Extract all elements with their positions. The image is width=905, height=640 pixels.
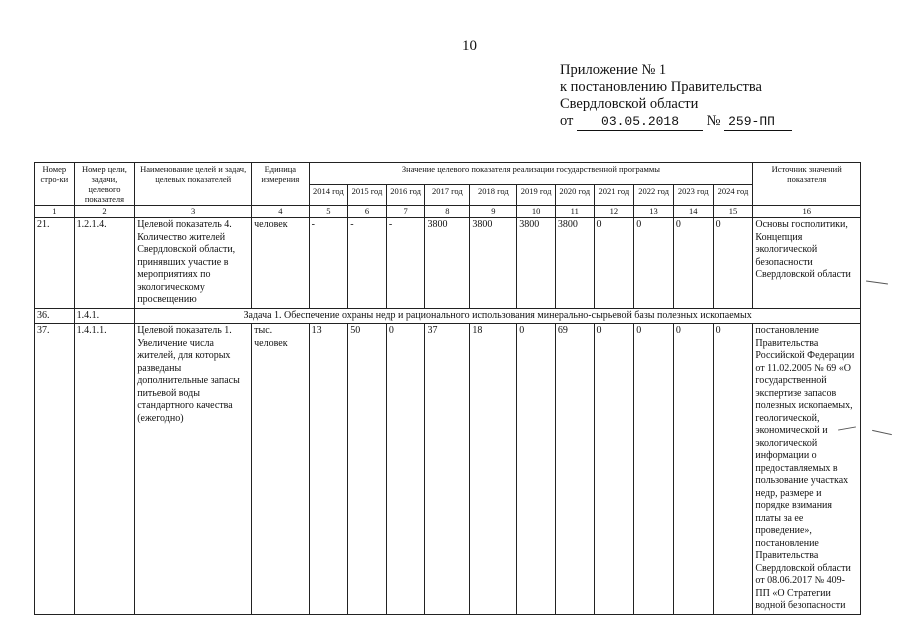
value-cell: - xyxy=(386,218,425,309)
header-row-num: Номер стро-ки xyxy=(35,163,75,206)
table-row-37 xyxy=(35,324,861,615)
value-cell: - xyxy=(309,218,348,309)
col-number: 11 xyxy=(555,206,594,218)
column-numbers-row xyxy=(35,206,861,218)
value-cell: 0 xyxy=(634,218,674,309)
indicator-name: Целевой показатель 4. Количество жителей Свердловской области, принявших участие в мероприятиях по экологическому просвещению xyxy=(135,218,252,309)
header-goal-num: Номер цели, задачи, целевого показателя xyxy=(74,163,135,206)
appendix-decree: к постановлению Правительства xyxy=(560,79,762,95)
appendix-date-line xyxy=(560,113,792,131)
indicator-unit: тыс. человек xyxy=(252,324,309,615)
row-code: 1.4.1. xyxy=(74,308,135,324)
col-number: 16 xyxy=(753,206,861,218)
decree-date: 03.05.2018 xyxy=(577,113,703,131)
row-number: 36. xyxy=(35,308,75,324)
value-cell: 3800 xyxy=(555,218,594,309)
value-cell: 18 xyxy=(470,324,517,615)
value-cell: 0 xyxy=(673,218,713,309)
header-unit: Единица измерения xyxy=(252,163,309,206)
value-cell: 0 xyxy=(713,324,753,615)
task-title: Задача 1. Обеспечение охраны недр и рационального использования минерально-сырьевой базы полезных ископаемых xyxy=(135,308,861,324)
number-prefix: № xyxy=(706,113,721,129)
header-year: 2014 год xyxy=(309,184,348,206)
col-number: 8 xyxy=(425,206,470,218)
appendix-region: Свердловской области xyxy=(560,96,699,112)
value-cell: 0 xyxy=(594,324,634,615)
table-row-21 xyxy=(35,218,861,309)
value-cell: 0 xyxy=(594,218,634,309)
row-code: 1.2.1.4. xyxy=(74,218,135,309)
row-number: 37. xyxy=(35,324,75,615)
header-year: 2021 год xyxy=(594,184,634,206)
col-number: 1 xyxy=(35,206,75,218)
date-prefix: от xyxy=(560,113,574,129)
header-year: 2017 год xyxy=(425,184,470,206)
header-year: 2024 год xyxy=(713,184,753,206)
value-cell: 3800 xyxy=(425,218,470,309)
header-year: 2016 год xyxy=(386,184,425,206)
indicator-unit: человек xyxy=(252,218,309,309)
col-number: 12 xyxy=(594,206,634,218)
page-number: 10 xyxy=(462,38,477,54)
value-cell: 0 xyxy=(386,324,425,615)
col-number: 3 xyxy=(135,206,252,218)
col-number: 4 xyxy=(252,206,309,218)
value-cell: 3800 xyxy=(517,218,556,309)
col-number: 10 xyxy=(517,206,556,218)
value-cell: 0 xyxy=(517,324,556,615)
indicator-table xyxy=(34,162,861,615)
row-number: 21. xyxy=(35,218,75,309)
row-code: 1.4.1.1. xyxy=(74,324,135,615)
header-row-1 xyxy=(35,163,861,185)
margin-mark xyxy=(872,430,892,435)
source-cell: Основы госполитики, Концепция экологической безопасности Свердловской области xyxy=(753,218,861,309)
header-values-group: Значение целевого показателя реализации государственной программы xyxy=(309,163,753,185)
value-cell: 0 xyxy=(673,324,713,615)
header-year: 2020 год xyxy=(555,184,594,206)
table-row-36 xyxy=(35,308,861,324)
value-cell: 13 xyxy=(309,324,348,615)
header-year: 2019 год xyxy=(517,184,556,206)
col-number: 7 xyxy=(386,206,425,218)
header-year: 2023 год xyxy=(673,184,713,206)
col-number: 2 xyxy=(74,206,135,218)
header-name: Наименование целей и задач, целевых показателей xyxy=(135,163,252,206)
appendix-header xyxy=(560,62,792,131)
appendix-title: Приложение № 1 xyxy=(560,62,667,78)
col-number: 13 xyxy=(634,206,674,218)
value-cell: 50 xyxy=(348,324,387,615)
col-number: 6 xyxy=(348,206,387,218)
value-cell: 0 xyxy=(713,218,753,309)
indicator-name: Целевой показатель 1. Увеличение числа жителей, для которых разведаны дополнительные запасы питьевой воды стандартного качества (ежегодно) xyxy=(135,324,252,615)
value-cell: - xyxy=(348,218,387,309)
header-year: 2022 год xyxy=(634,184,674,206)
header-source: Источник значений показателя xyxy=(753,163,861,206)
value-cell: 69 xyxy=(555,324,594,615)
header-year: 2015 год xyxy=(348,184,387,206)
header-year: 2018 год xyxy=(470,184,517,206)
value-cell: 3800 xyxy=(470,218,517,309)
col-number: 5 xyxy=(309,206,348,218)
decree-number: 259-ПП xyxy=(724,113,792,131)
value-cell: 37 xyxy=(425,324,470,615)
margin-mark xyxy=(866,280,888,284)
col-number: 9 xyxy=(470,206,517,218)
value-cell: 0 xyxy=(634,324,674,615)
source-cell: постановление Правительства Российской Федерации от 11.02.2005 № 69 «О государственной экспертизе запасов полезных ископаемых, геологической, экономической и экологической информации о предоставляемых в пользование участках недр, размере и порядке взимания платы за ее проведение», постановление Правительства Свердловской области от 08.06.2017 № 409-ПП «О Стратегии водной безопасности xyxy=(753,324,861,615)
col-number: 14 xyxy=(673,206,713,218)
col-number: 15 xyxy=(713,206,753,218)
